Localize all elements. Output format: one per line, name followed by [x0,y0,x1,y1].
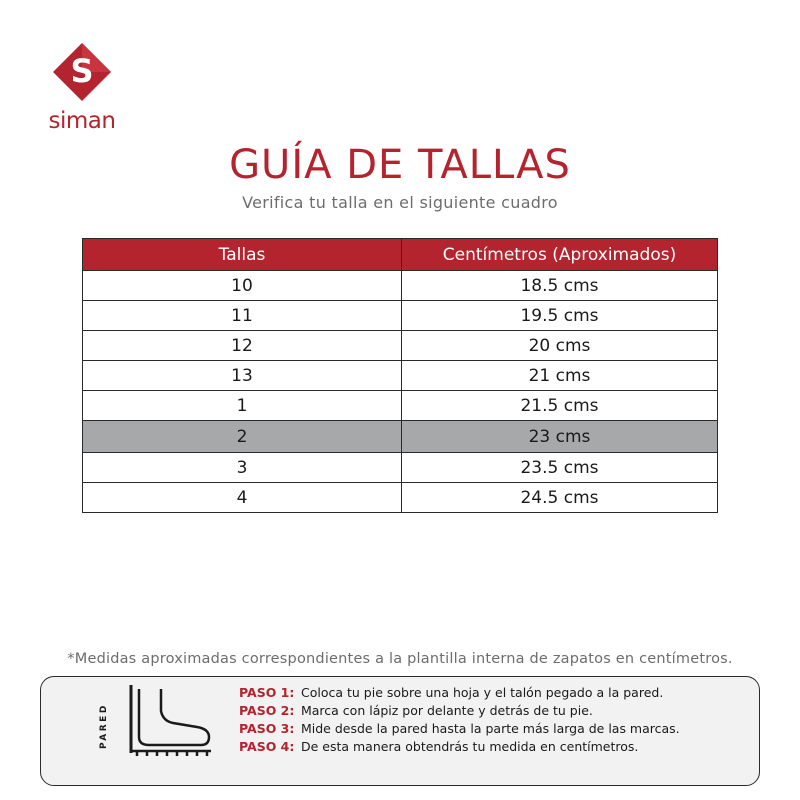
instructions-panel [40,676,760,786]
step-2 [239,703,680,721]
table-row-highlighted [83,421,718,453]
table-row [83,361,718,391]
table-row [83,271,718,301]
page-subtitle: Verifica tu talla en el siguiente cuadro [242,193,558,212]
logo-wordmark: siman [48,108,116,134]
size-cell: 10 [83,271,402,301]
column-header-tallas: Tallas [83,239,402,271]
siman-logo-icon [52,42,112,102]
step-text: Mide desde la pared hasta la parte más larga de las marcas. [300,721,680,736]
table-row [83,331,718,361]
cm-cell: 23.5 cms [402,453,718,483]
table-header-row [83,239,718,271]
step-4 [239,739,680,757]
table-row [83,391,718,421]
cm-cell: 18.5 cms [402,271,718,301]
size-cell: 12 [83,331,402,361]
column-header-centimetros: Centímetros (Aproximados) [402,239,718,271]
cm-cell: 24.5 cms [402,483,718,513]
size-cell: 2 [83,421,402,453]
cm-cell: 21.5 cms [402,391,718,421]
page-title: GUÍA DE TALLAS [229,142,571,188]
step-3 [239,721,680,739]
step-1 [239,685,680,703]
cm-cell: 19.5 cms [402,301,718,331]
step-text: Coloca tu pie sobre una hoja y el talón pegado a la pared. [300,685,664,700]
table-row [83,301,718,331]
size-table [82,238,718,513]
size-cell: 3 [83,453,402,483]
step-text: Marca con lápiz por delante y detrás de tu pie. [300,703,593,718]
cm-cell: 21 cms [402,361,718,391]
logo-mark-letter: S [70,52,94,90]
size-cell: 13 [83,361,402,391]
size-cell: 11 [83,301,402,331]
foot-against-wall-icon [117,685,217,757]
size-cell: 1 [83,391,402,421]
cm-cell: 23 cms [402,421,718,453]
table-row [83,453,718,483]
step-label: PASO 2: [239,703,295,718]
step-label: PASO 1: [239,685,295,700]
step-text: De esta manera obtendrás tu medida en centímetros. [300,739,639,754]
cm-cell: 20 cms [402,331,718,361]
footnote: *Medidas aproximadas correspondientes a la plantilla interna de zapatos en centímetros. [67,651,733,667]
step-label: PASO 3: [239,721,295,736]
pared-label: PARED [99,703,109,749]
step-label: PASO 4: [239,739,295,754]
table-row [83,483,718,513]
size-cell: 4 [83,483,402,513]
steps-list [239,685,680,757]
